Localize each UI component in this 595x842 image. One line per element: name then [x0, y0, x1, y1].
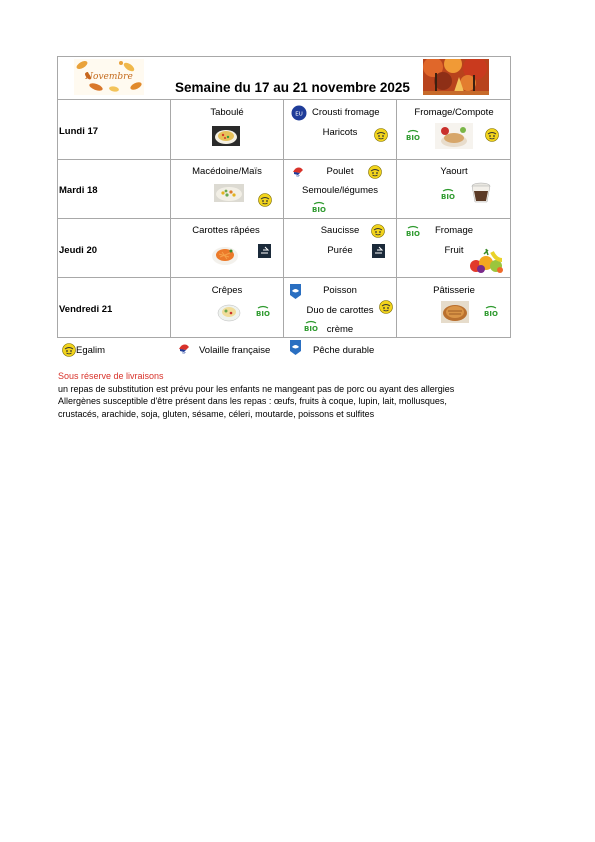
table-row-divider: [57, 99, 511, 100]
egalim-icon: [371, 224, 385, 238]
substitution-note: un repas de substitution est prévu pour les enfants ne mangeant pas de porc ou ayant des allergies: [58, 384, 455, 394]
egalim-icon: [374, 128, 388, 142]
crepes-dish-photo: [217, 302, 241, 322]
starter-dish: Crêpes: [211, 285, 243, 296]
svg-text:BIO: BIO: [406, 134, 420, 141]
carottes-rapees-photo: [211, 243, 239, 267]
svg-text:BIO: BIO: [304, 325, 318, 332]
svg-text:Novembre: Novembre: [85, 72, 133, 82]
svg-text:BIO: BIO: [441, 193, 455, 200]
main-dish: Crousti fromage: [312, 107, 380, 118]
svg-text:BIO: BIO: [312, 206, 326, 213]
taboule-dish-photo: [212, 126, 240, 146]
peche-durable-icon: [290, 340, 301, 355]
table-border-top: [57, 56, 511, 57]
legend-volaille-label: Volaille française: [199, 345, 271, 356]
page-title: Semaine du 17 au 21 novembre 2025: [175, 80, 410, 95]
table-border-bottom: [57, 337, 511, 338]
day-label: Lundi 17: [59, 126, 99, 137]
main-dish: Duo de carottes: [306, 305, 374, 316]
main-dish: Poisson: [323, 285, 357, 296]
bio-icon: [406, 224, 420, 236]
dessert-dish: Pâtisserie: [433, 285, 475, 296]
bio-icon: [304, 319, 318, 331]
yaourt-cup-photo: [470, 181, 492, 205]
label-rouge-icon: [372, 244, 385, 258]
main-dish: Purée: [327, 245, 353, 256]
main-dish: Saucisse: [320, 225, 360, 236]
dessert-dish: Fromage/Compote: [414, 107, 494, 118]
main-dish: Haricots: [322, 127, 358, 138]
day-label: Vendredi 21: [59, 304, 113, 315]
main-dish: Poulet: [326, 166, 354, 177]
allergens-note: Allergènes susceptible d'être présent dans les repas : œufs, fruits à coque, lupin, lait, mollusques,: [58, 396, 447, 406]
label-rouge-icon: [258, 244, 271, 258]
legend-peche-label: Pêche durable: [313, 345, 375, 356]
egalim-icon: [368, 165, 382, 179]
fruit-basket-photo: [466, 246, 506, 274]
table-col-divider: [283, 99, 284, 338]
bio-icon: [256, 304, 270, 316]
peche-durable-icon: [290, 284, 301, 299]
egalim-icon: [485, 128, 499, 142]
svg-text:EU: EU: [295, 111, 303, 118]
day-label: Mardi 18: [59, 185, 98, 196]
starter-dish: Carottes râpées: [192, 225, 260, 236]
svg-text:BIO: BIO: [406, 230, 420, 237]
allergens-note: crustacés, arachide, soja, gluten, sésame, céleri, moutarde, poissons et sulfites: [58, 409, 375, 419]
autumn-forest-image: [423, 59, 489, 95]
dessert-dish: Fruit: [444, 245, 464, 256]
day-label: Jeudi 20: [59, 245, 98, 256]
eu-label-icon: [291, 105, 307, 121]
starter-dish: Taboulé: [210, 107, 244, 118]
patisserie-photo: [441, 301, 469, 323]
compote-dessert-photo: [435, 123, 473, 149]
egalim-icon: [258, 193, 272, 207]
svg-text:BIO: BIO: [484, 310, 498, 317]
bio-icon: [441, 187, 455, 199]
svg-text:BIO: BIO: [256, 310, 270, 317]
dessert-dish: Fromage: [434, 225, 474, 236]
dessert-dish: Yaourt: [440, 166, 468, 177]
autumn-leaves-banner-image: [74, 59, 144, 95]
delivery-reserve-note: Sous réserve de livraisons: [58, 371, 164, 381]
main-dish: Semoule/légumes: [301, 185, 379, 196]
table-row-divider: [57, 218, 511, 219]
volaille-francaise-icon: [177, 341, 191, 353]
svg-text:VF: VF: [296, 174, 300, 177]
table-col-divider: [170, 99, 171, 338]
bio-icon: [484, 304, 498, 316]
table-row-divider: [57, 277, 511, 278]
egalim-icon: [62, 343, 76, 357]
table-row-divider: [57, 159, 511, 160]
svg-text:VF: VF: [182, 351, 186, 354]
starter-dish: Macédoine/Maïs: [192, 166, 262, 177]
bio-icon: [312, 200, 326, 212]
volaille-francaise-icon: [291, 164, 305, 176]
main-dish: crème: [326, 324, 354, 335]
macedoine-dish-photo: [214, 184, 244, 202]
bio-icon: [406, 128, 420, 140]
table-col-divider: [396, 99, 397, 338]
egalim-icon: [379, 300, 393, 314]
legend-egalim-label: Egalim: [76, 345, 106, 356]
